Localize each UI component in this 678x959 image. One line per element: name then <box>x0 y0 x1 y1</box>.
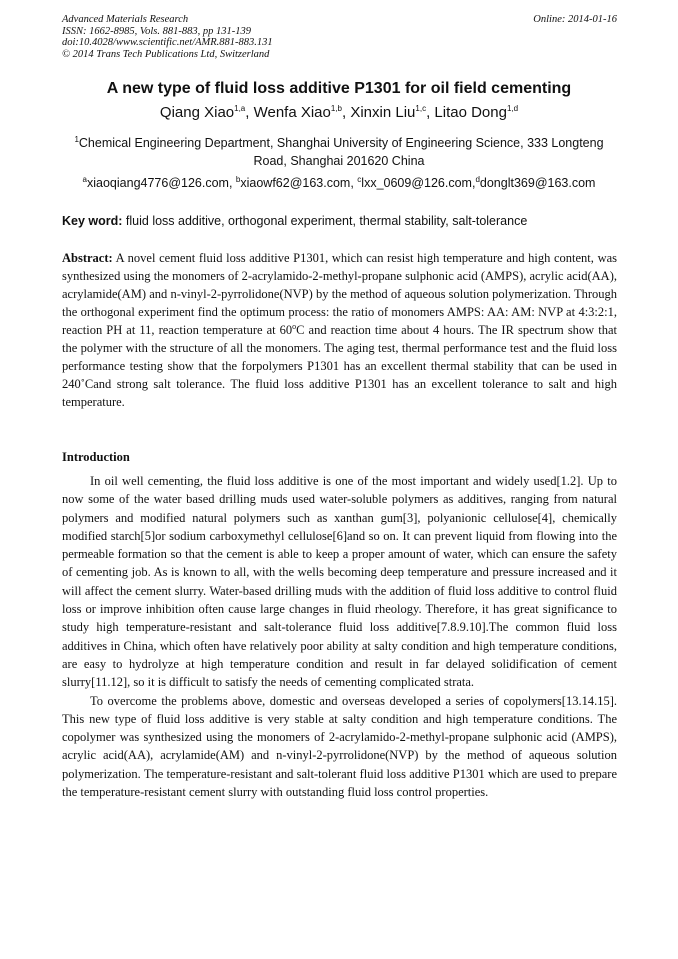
paragraph: To overcome the problems above, domestic and overseas developed a series of copolymers[13.14.15]. This new type of fluid loss additive is very stable at salty condition and high temperature conditions. The copolymer was synthesized using the monomers of 2-acrylamido-2-methyl-propane sulphonic acid (AMPS), acrylic acid(AA), acrylamide(AM) and n-vinyl-2-pyrrolidone(NVP) by the method of aqueous solution polymerization. The temperature-resistant and salt-tolerant fluid loss additive P1301 which are used to prepare the temperature-resistant cement slurry with outstanding fluid loss control properties. <box>62 693 617 800</box>
email: $^b$xiaowf62@163.com, <box>235 174 358 190</box>
author: Wenfa Xiao$^{1,b}$, <box>253 104 351 121</box>
email: $^c$lxx_0609@126.com, <box>357 174 476 190</box>
keywords <box>62 214 617 228</box>
author: Qiang Xiao$^{1,a}$, <box>159 104 254 121</box>
affiliation: $^1$Chemical Engineering Department, Shanghai University of Engineering Science, 333 Longteng Road, Shanghai 201620 China <box>74 134 604 168</box>
keywords-label: Key word: <box>62 214 123 228</box>
abstract-label: Abstract: <box>62 251 113 265</box>
section-heading-introduction: Introduction <box>62 450 130 464</box>
author: Litao Dong$^{1,d}$ <box>434 104 519 121</box>
email: $^a$xiaoqiang4776@126.com, <box>82 174 236 190</box>
issn-line: ISSN: 1662-8985, Vols. 881-883, pp 131-139 <box>62 25 251 37</box>
author: Xinxin Liu$^{1,c}$, <box>350 104 435 121</box>
doi-line: doi:10.4028/www.scientific.net/AMR.881-883.131 <box>62 37 273 48</box>
paper-title: A new type of fluid loss additive P1301 for oil field cementing <box>106 80 572 97</box>
abstract: Abstract: A novel cement fluid loss additive P1301, which can resist high temperature and high content, was synthesized using the monomers of 2-acrylamido-2-methyl-propane sulphonic acid (AMPS), acrylic acid(AA), acrylamide(AM) and n-vinyl-2-pyrrolidone(NVP) by the method of aqueous solution polymerization. Through the orthogonal experiment find the optimum process: the ratio of monomers AMPS: AA: AM: NVP at 4:3:2:1, reaction PH at 11, reaction temperature at 60$^o$C and reaction time about 4 hours. The IR spectrum show that the polymer with the structure of all the monomers. The aging test, thermal performance test and the fluid loss performance testing show that the forpolymers P1301 has an excellent thermal stability that can be used in 240˚Cand strong salt tolerance. The fluid loss additive P1301 has an excellent tolerance to salt and high temperature. <box>62 251 618 409</box>
keywords-text: fluid loss additive, orthogonal experiment, thermal stability, salt-tolerance <box>125 214 528 228</box>
paragraph: In oil well cementing, the fluid loss additive is one of the most important and widely used[1.2]. Up to now some of the water based drilling muds used water-soluble polymers as additives, ranging from natural polymers and modified natural polymers such as xanthan gum[3], polyanionic cellulose[4], chemically modified starch[5]or sodium carboxymethyl cellulose[6]and so on. It can prevent liquid from flowing into the permeable formation so that the cement is able to keep a proper amount of water, which can ensure the safety of cementing job. As is known to all, with the wells becoming deep temperature and pressure increased and it will affect the cement slurry. Water-based drilling muds with the addition of fluid loss additive to control fluid loss or improve inhibition often cause large changes in fluid rheology. Therefore, it has great significance to study high temperature-resistant and salt-tolerance fluid loss additive[7.8.9.10].The common fluid loss additives in China, which often have relatively poor ability at salty condition and high temperature conditions, are easy to hydrolyze at high temperature condition and result in far delayed solidification of cement slurry[11.12], so it is difficult to satisfy the needs of cementing complicated strata. <box>62 474 617 690</box>
journal-name: Advanced Materials Research <box>62 14 189 25</box>
email: $^d$donglt369@163.com <box>475 174 596 190</box>
copyright-line: © 2014 Trans Tech Publications Ltd, Switzerland <box>62 48 270 60</box>
introduction-body <box>62 472 617 801</box>
journal-header <box>62 14 617 60</box>
online-date: Online: 2014-01-16 <box>533 14 617 25</box>
author-list <box>40 104 638 121</box>
email-list <box>40 176 638 190</box>
